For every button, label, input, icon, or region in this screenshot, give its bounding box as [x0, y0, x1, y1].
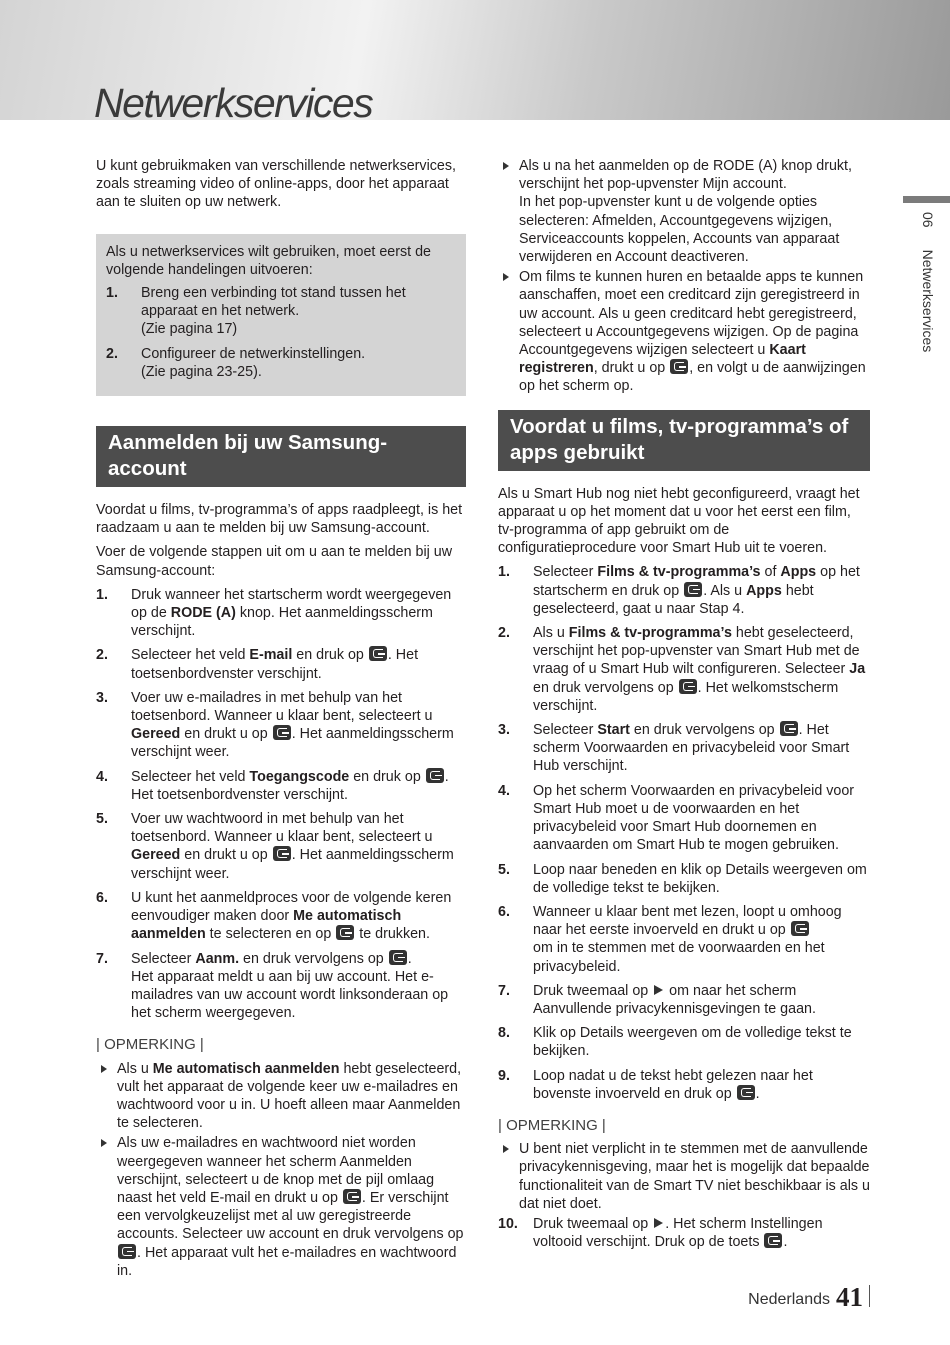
- footer-language: Nederlands: [748, 1291, 830, 1308]
- step-text: Voer uw e-mailadres in met behulp van het toetsenbord. Wanneer u klaar bent, selecteert u: [131, 689, 433, 725]
- enter-button-icon: [273, 846, 291, 861]
- step-emphasis: Aanm.: [195, 950, 240, 967]
- note-text: Als u: [117, 1060, 153, 1077]
- step-text: . Als u: [703, 582, 747, 599]
- note-text: . Er verschijnt een vervolgkeuzelijst met al uw geregistreerde accounts. Selecteer uw account en druk vervolgens op: [117, 1189, 464, 1243]
- step-emphasis: E-mail: [249, 647, 293, 664]
- step-text: Druk tweemaal op: [533, 982, 653, 999]
- prerequisite-text: Als u netwerkservices wilt gebruiken, moet eerst de volgende handelingen uitvoeren:: [106, 243, 431, 278]
- step-text: knop. Het aanmeldingsscherm verschijnt.: [131, 605, 433, 640]
- step-text: hebt geselecteerd, verschijnt het pop-upvenster van Smart Hub met de vraag of u Smart Hub wilt configureren. Selecteer: [533, 625, 860, 678]
- step-emphasis: Apps: [780, 564, 817, 581]
- step-text: en druk op: [292, 647, 368, 664]
- note-emphasis: RODE (A): [712, 158, 778, 174]
- section1-paragraph: Voer de volgende stappen uit om u aan te melden bij uw Samsung-account:: [96, 544, 453, 579]
- step-number: 3.: [96, 689, 108, 706]
- list-item: [498, 1067, 870, 1103]
- step-text: Druk wanneer het startscherm wordt weergegeven op de: [131, 586, 452, 622]
- enter-button-icon: [780, 721, 798, 736]
- list-item: [498, 1215, 870, 1251]
- account-notes: [498, 157, 870, 396]
- right-arrow-icon: [654, 985, 663, 995]
- step-text: en druk vervolgens op: [533, 679, 678, 696]
- enter-button-icon: [389, 950, 407, 965]
- triangle-bullet-icon: [503, 1145, 509, 1153]
- step-text: Selecteer: [533, 564, 598, 581]
- step-text: en druk vervolgens op: [239, 950, 388, 967]
- step-number: 9.: [498, 1067, 510, 1084]
- note-emphasis: Me automatisch aanmelden: [152, 1060, 340, 1077]
- page-footer: [748, 1282, 870, 1313]
- step-text: Het apparaat meldt u aan bij uw account. Het e-mailadres van uw account wordt linksonderaan op het scherm weergegeven.: [131, 968, 449, 1022]
- note-heading: | OPMERKING |: [498, 1116, 606, 1134]
- step-text: en druk vervolgens op: [629, 722, 779, 739]
- step-number: 4.: [96, 768, 108, 785]
- enter-button-icon: [764, 1233, 782, 1248]
- list-item: [498, 1140, 870, 1213]
- chapter-tab-marker: [903, 196, 950, 203]
- chapter-number: 06: [920, 212, 936, 228]
- triangle-bullet-icon: [503, 162, 509, 170]
- list-item: [96, 889, 466, 944]
- step-emphasis: Ja: [849, 661, 866, 678]
- note-text: knop drukt, verschijnt het pop-upvenster Mijn account.: [519, 158, 852, 193]
- step-number: 3.: [498, 722, 510, 739]
- section2-paragraph: Als u Smart Hub nog niet hebt geconfigureerd, vraagt het apparaat u op het moment dat u voor het eerst een film, tv-programma of app gebruikt om de configuratieprocedure voor Smart Hub uit te voeren.: [498, 485, 860, 557]
- list-item: [498, 1024, 870, 1060]
- list-item: [96, 689, 466, 762]
- note-text: , drukt u op: [593, 360, 670, 377]
- item-number: 1.: [106, 285, 118, 302]
- step-text: Voer uw wachtwoord in met behulp van het toetsenbord. Wanneer u klaar bent, selecteert u: [131, 811, 433, 846]
- triangle-bullet-icon: [101, 1139, 107, 1147]
- step-text: Loop nadat u de tekst hebt gelezen naar het bovenste invoerveld en druk op: [533, 1067, 813, 1102]
- step-number: 7.: [96, 950, 108, 967]
- step-emphasis: Films & tv-programma’s: [568, 625, 732, 642]
- step-number: 4.: [498, 782, 510, 799]
- step-text: en druk op: [349, 768, 425, 785]
- prerequisite-item: [106, 345, 456, 381]
- step-number: 7.: [498, 982, 510, 999]
- chapter-side-label: [920, 212, 936, 352]
- step-number: 8.: [498, 1025, 510, 1042]
- step-text: op het startscherm en druk op: [533, 564, 860, 599]
- step-emphasis: Films & tv-programma’s: [597, 564, 761, 581]
- triangle-bullet-icon: [101, 1065, 107, 1073]
- item-reference: (Zie pagina 17): [141, 321, 238, 338]
- step-text: . Het toetsenbordvenster verschijnt.: [131, 768, 449, 803]
- step-text: Wanneer u klaar bent met lezen, loopt u omhoog naar het eerste invoerveld en drukt u op: [533, 903, 842, 939]
- note-text: hebt geselecteerd, vult het apparaat de volgende keer uw e-mailadres en wachtwoord voor u in. U hoeft alleen maar Aanmelden te selecteren.: [117, 1060, 462, 1132]
- step-text: .: [407, 950, 412, 967]
- item-number: 2.: [106, 345, 118, 362]
- enter-button-icon: [737, 1085, 755, 1100]
- step-text: .: [755, 1085, 760, 1102]
- note-text: Als u na het aanmelden op de: [519, 158, 713, 174]
- enter-button-icon: [684, 582, 702, 597]
- list-item: [498, 721, 870, 776]
- step-text: en drukt u op: [180, 847, 272, 864]
- list-item: [96, 646, 466, 682]
- list-item: [498, 157, 870, 266]
- step-text: Op het scherm Voorwaarden en privacybeleid voor Smart Hub moet u de voorwaarden en het privacybeleid voor Smart Hub doornemen en aanvaarden om Smart Hub te mogen gebruiken.: [533, 782, 855, 854]
- enter-button-icon: [679, 679, 697, 694]
- step-number: 1.: [498, 564, 510, 581]
- step-text: . Het aanmeldingsscherm verschijnt weer.: [131, 847, 454, 882]
- right-column: [498, 157, 870, 1257]
- list-item: [96, 768, 466, 804]
- list-item: [96, 810, 466, 883]
- left-column: [96, 157, 466, 1282]
- note-text: In het pop-upvenster kunt u de volgende opties selecteren: Afmelden, Accountgegevens wijzigen, Serviceaccounts koppelen, Accounts van apparaat verwijderen en Account deactiveren.: [519, 194, 840, 266]
- right-arrow-icon: [654, 1218, 663, 1228]
- section-heading-samsung-account: Aanmelden bij uw Samsung-account: [96, 426, 466, 487]
- step-text: Selecteer het veld: [131, 647, 250, 664]
- step-text: om in te stemmen met de voorwaarden en het privacybeleid.: [533, 940, 825, 975]
- step-emphasis: Gereed: [131, 726, 181, 743]
- note-heading: | OPMERKING |: [96, 1036, 204, 1054]
- step-text: . Het welkomstscherm verschijnt.: [533, 679, 839, 714]
- note-emphasis: Kaart registreren: [519, 342, 806, 377]
- list-item: [498, 268, 870, 395]
- step-text: . Het toetsenbordvenster verschijnt.: [131, 647, 419, 682]
- enter-button-icon: [670, 359, 688, 374]
- step-number: 10.: [498, 1215, 518, 1232]
- page-title: Netwerkservices: [94, 80, 373, 126]
- prerequisite-box: [96, 234, 466, 396]
- enter-button-icon: [369, 646, 387, 661]
- step-text: te selecteren en op: [205, 926, 336, 943]
- list-item: [498, 563, 870, 618]
- section-heading-before-use: Voordat u films, tv-programma’s of apps gebruikt: [498, 410, 870, 471]
- step-number: 1.: [96, 586, 108, 603]
- list-item: [498, 861, 870, 897]
- step-text: Druk tweemaal op: [533, 1215, 653, 1232]
- step-text: om naar het scherm Aanvullende privacykennisgevingen te gaan.: [533, 982, 816, 1017]
- item-reference: (Zie pagina 23-25).: [141, 363, 262, 380]
- step-text: U kunt het aanmeldproces voor de volgende keren eenvoudiger maken door: [131, 889, 452, 925]
- step-text: Selecteer het veld: [131, 768, 250, 785]
- step-text: . Het scherm Voorwaarden en privacybeleid voor Smart Hub verschijnt.: [533, 722, 850, 775]
- note-text: . Het apparaat vult het e-mailadres en wachtwoord in.: [117, 1244, 457, 1279]
- step-number: 2.: [96, 647, 108, 664]
- step-emphasis: Gereed: [131, 847, 181, 864]
- chapter-name: Netwerkservices: [920, 249, 936, 353]
- step-text: en drukt u op: [180, 726, 272, 743]
- step-number: 5.: [498, 861, 510, 878]
- step-text: Klik op Details weergeven om de volledige tekst te bekijken.: [533, 1025, 852, 1060]
- enter-button-icon: [343, 1189, 361, 1204]
- enter-button-icon: [273, 725, 291, 740]
- step-number: 6.: [498, 903, 510, 920]
- smart-hub-steps: [498, 563, 870, 1102]
- step-text: hebt geselecteerd, gaat u naar Stap 4.: [533, 582, 814, 617]
- step-text: Selecteer: [533, 722, 598, 739]
- step-text: Selecteer: [131, 950, 196, 967]
- footer-divider: [869, 1285, 870, 1307]
- item-text: Breng een verbinding tot stand tussen het apparaat en het netwerk.: [141, 285, 406, 320]
- step-emphasis: Start: [597, 722, 630, 739]
- note-list: [498, 1140, 870, 1213]
- step-text: .: [783, 1234, 788, 1251]
- prerequisite-item: [106, 284, 456, 339]
- list-item: [96, 1060, 466, 1133]
- step-number: 5.: [96, 811, 108, 828]
- intro-paragraph: U kunt gebruikmaken van verschillende netwerkservices, zoals streaming video of online-apps, door het apparaat aan te sluiten op uw netwerk.: [96, 158, 456, 211]
- list-item: [96, 950, 466, 1023]
- step-text: Als u: [533, 625, 569, 642]
- list-item: [498, 982, 870, 1018]
- step-text: Loop naar beneden en klik op Details weergeven om de volledige tekst te bekijken.: [533, 861, 867, 896]
- enter-button-icon: [118, 1244, 136, 1259]
- note-list: [96, 1060, 466, 1280]
- list-item: [498, 624, 870, 715]
- note-text: U bent niet verplicht in te stemmen met de aanvullende privacykennisgeving, maar het is mogelijk dat bepaalde functionaliteit van de Smart TV niet beschikbaar is als u dat niet doet.: [519, 1141, 870, 1212]
- triangle-bullet-icon: [503, 273, 509, 281]
- step-text: of: [760, 564, 781, 581]
- step-number: 2.: [498, 625, 510, 642]
- note-text: Om films te kunnen huren en betaalde apps te kunnen aanschaffen, moet een creditcard zijn geregistreerd in uw account. Als u geen creditcard hebt geregistreerd, selecteert u Accountgegevens wijzigen. Op de pagina Accountgegevens wijzigen selecteert u: [519, 269, 864, 359]
- step-emphasis: Toegangscode: [249, 768, 350, 785]
- step-emphasis: Me automatisch aanmelden: [131, 908, 402, 943]
- list-item: [96, 586, 466, 641]
- enter-button-icon: [426, 768, 444, 783]
- step-number: 6.: [96, 889, 108, 906]
- step-text: . Het aanmeldingsscherm verschijnt weer.: [131, 726, 454, 761]
- step-text: . Het scherm Instellingen voltooid verschijnt. Druk op de toets: [533, 1215, 823, 1251]
- login-steps: [96, 586, 466, 1022]
- item-text: Configureer de netwerkinstellingen.: [141, 345, 366, 362]
- step-text: te drukken.: [355, 926, 430, 943]
- enter-button-icon: [791, 921, 809, 936]
- step-emphasis: RODE (A): [170, 605, 236, 622]
- note-text: Als uw e-mailadres en wachtwoord niet worden weergegeven wanneer het scherm Aanmelden verschijnt, selecteert u de knop met de pijl omlaag naast het veld E-mail en drukt u op: [117, 1135, 435, 1206]
- page-number: 41: [836, 1282, 863, 1312]
- list-item: [498, 903, 870, 976]
- section1-paragraph: Voordat u films, tv-programma’s of apps raadpleegt, is het raadzaam u aan te melden bij uw Samsung-account.: [96, 502, 463, 537]
- list-item: [498, 782, 870, 855]
- page-header: [0, 0, 950, 126]
- smart-hub-steps-continued: [498, 1215, 870, 1251]
- enter-button-icon: [336, 925, 354, 940]
- list-item: [96, 1134, 466, 1280]
- note-text: , en volgt u de aanwijzingen op het scherm op.: [519, 360, 866, 395]
- step-emphasis: Apps: [746, 582, 782, 599]
